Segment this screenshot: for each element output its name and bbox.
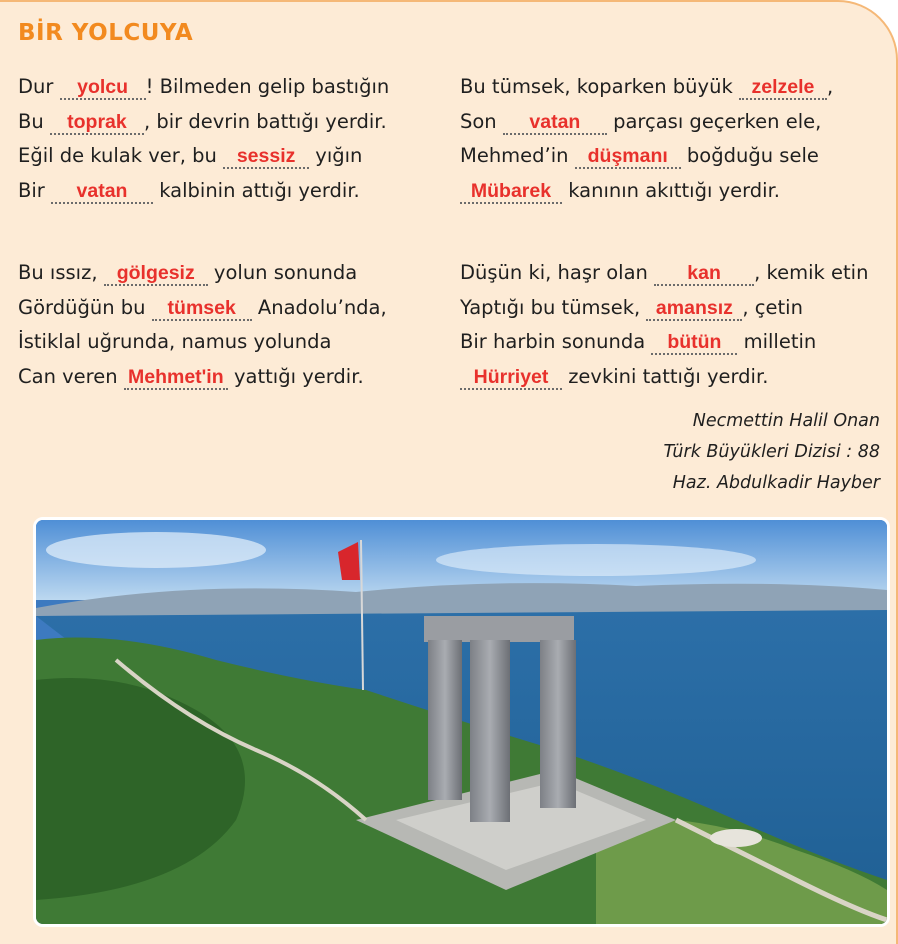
poem-line [460,256,868,291]
line-text: , [826,75,834,98]
poem-line [18,325,387,360]
poem-line [18,139,389,174]
answer-word: Hürriyet [473,365,549,388]
answer-word: vatan [529,110,581,133]
answer-word: yolcu [77,76,129,98]
poem-line [460,105,833,140]
answer-word: zelzele [751,76,815,98]
memorial-pillar [540,640,576,808]
memorial-photo [33,517,890,927]
answer-blank [60,76,146,100]
line-text: Can veren [18,364,124,388]
answer-blank [503,111,607,135]
answer-word: Mübarek [470,179,552,202]
line-text: milletin [737,330,817,353]
memorial-pillar [428,640,462,800]
line-text: , kemik etin [754,261,869,284]
line-text: yığın [309,144,363,167]
cloud [46,532,266,568]
answer-word: vatan [76,179,128,202]
poem-line [18,70,389,105]
line-text: Bir harbin sonunda [460,330,652,353]
line-text: Anadolu’nda, [251,295,387,319]
answer-word: gölgesiz [116,262,195,284]
memorial-top-slab [424,616,574,642]
line-text: boğduğu sele [680,144,819,167]
line-text: Mehmed’in [460,144,575,167]
answer-blank [575,145,681,169]
line-text: Bir [18,178,52,202]
stanza-2 [460,70,833,208]
canakkale-memorial-illustration [36,520,887,924]
line-text: , çetin [742,295,803,319]
poem-line [18,256,387,291]
poem-line [460,139,833,174]
poem-line [460,325,868,360]
answer-blank [223,145,309,169]
answer-word: amansız [655,296,733,319]
answer-blank [104,262,208,286]
credit-editor: Haz. Abdulkadir Hayber [672,473,880,493]
answer-word: sessiz [236,145,296,167]
line-text: , bir devrin battığı yerdir. [143,109,387,133]
line-text: Son [460,109,503,133]
answer-word: Mehmet'in [127,365,224,388]
stanza-1 [18,70,389,208]
poem-line [18,291,387,326]
poem-line [18,105,389,140]
answer-word: toprak [67,110,127,133]
line-text: Yaptığı bu tümsek, [460,295,647,319]
cloud [436,544,756,576]
poem-credits [664,406,881,499]
line-text: kalbinin attığı yerdir. [153,178,360,202]
line-text: yolun sonunda [207,261,358,284]
poem-line [460,70,833,105]
line-text: Eğil de kulak ver, bu [18,144,224,167]
answer-word: düşmanı [587,145,668,167]
line-text: yattığı yerdir. [227,364,364,388]
poem-line [460,291,868,326]
credit-author: Necmettin Halil Onan [692,411,880,431]
answer-blank [651,331,737,355]
poem-line [18,174,389,209]
line-text: Dur [18,75,60,98]
answer-blank [460,366,562,390]
answer-blank [460,180,562,204]
memorial-pillar [470,640,510,822]
answer-blank [51,180,153,204]
line-text: ! Bilmeden gelip bastığın [145,75,390,98]
line-text: Gördüğün bu [18,295,152,319]
poem-title: BİR YOLCUYA [18,20,194,46]
line-text: Bu [18,109,50,133]
answer-blank [646,297,742,321]
answer-blank [124,366,228,390]
line-text: Düşün ki, haşr olan [460,261,655,284]
line-text: Bu tümsek, koparken büyük [460,75,739,98]
poem-line [460,360,868,395]
stanza-3 [18,256,387,394]
answer-word: kan [687,262,721,284]
answer-blank [50,111,144,135]
answer-word: tümsek [167,296,236,319]
answer-word: bütün [667,331,722,353]
answer-blank [739,76,827,100]
answer-blank [152,297,252,321]
poem-line [18,360,387,395]
poem-line [460,174,833,209]
line-text: parçası geçerken ele, [606,109,822,133]
line-text: İstiklal uğrunda, namus yolunda [18,330,332,353]
line-text: Bu ıssız, [18,261,104,284]
line-text: kanının akıttığı yerdir. [562,178,781,202]
answer-blank [654,262,754,286]
credit-series: Türk Büyükleri Dizisi : 88 [663,442,880,462]
helipad [710,829,762,847]
line-text: zevkini tattığı yerdir. [562,364,769,388]
stanza-4 [460,256,868,394]
